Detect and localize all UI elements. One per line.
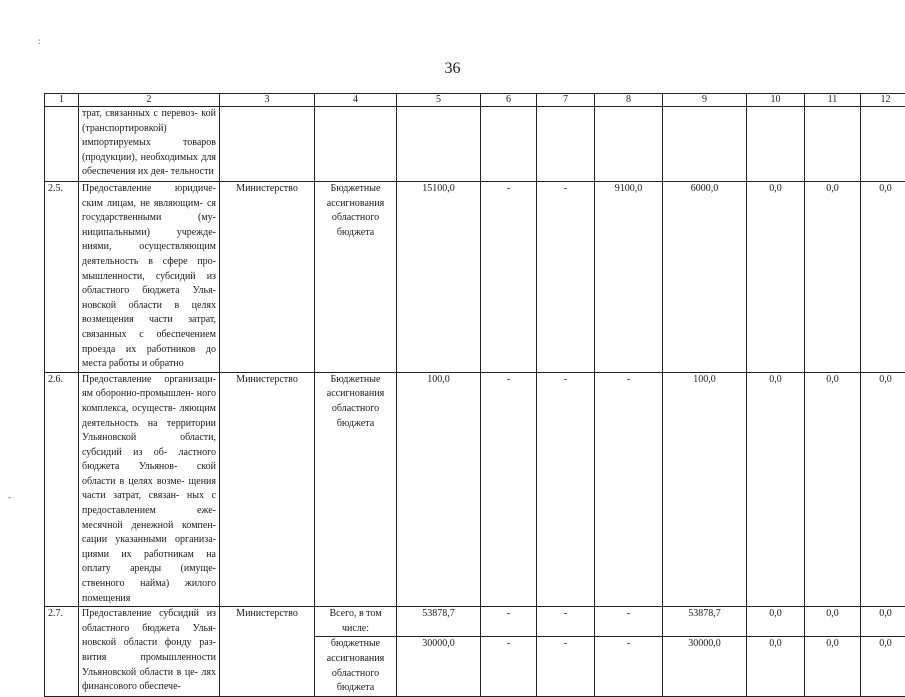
col-header: 8 bbox=[595, 94, 663, 107]
year-value: 30000,0 bbox=[663, 637, 747, 696]
col-header: 2 bbox=[79, 94, 220, 107]
col-header: 9 bbox=[663, 94, 747, 107]
year-value: 0,0 bbox=[861, 182, 905, 373]
year-value: - bbox=[537, 637, 595, 696]
year-value: 53878,7 bbox=[663, 607, 747, 637]
table-row bbox=[45, 607, 905, 637]
year-value: - bbox=[481, 372, 537, 607]
row-number: 2.7. bbox=[45, 607, 79, 697]
year-value: - bbox=[595, 607, 663, 637]
col-header: 4 bbox=[315, 94, 397, 107]
year-value: 0,0 bbox=[805, 372, 861, 607]
year-value: 0,0 bbox=[747, 607, 805, 637]
year-value: 9100,0 bbox=[595, 182, 663, 373]
measure-description: Предоставление организаци- ям оборонно-промышлен- ного комплекса, осуществ- ляющим деятельность на территории Ульяновской области, субсидий из об- ластного бюджета Ульянов- ской области в целях возме- щения части затрат, связан- ных с предоставлением еже- месячной денежной компен- сации указанными организа- циями их работникам на оплату аренды (имуще- ственного найма) жилого помещения bbox=[79, 372, 220, 607]
year-value: - bbox=[537, 182, 595, 373]
program-table bbox=[44, 93, 905, 697]
executor: Министерство bbox=[220, 372, 315, 607]
col-header: 6 bbox=[481, 94, 537, 107]
year-value: 0,0 bbox=[861, 607, 905, 637]
year-value: - bbox=[481, 637, 537, 696]
total-value: 15100,0 bbox=[397, 182, 481, 373]
scan-mark: - bbox=[8, 492, 11, 502]
table-row bbox=[45, 182, 905, 373]
year-value: - bbox=[481, 182, 537, 373]
measure-description: трат, связанных с перевоз- кой (транспортировкой) импортируемых товаров (продукции), необходимых для обеспечения их дея- тельности bbox=[79, 107, 220, 182]
year-value: 6000,0 bbox=[663, 182, 747, 373]
year-value: - bbox=[595, 637, 663, 696]
row-number: 2.5. bbox=[45, 182, 79, 373]
col-header: 7 bbox=[537, 94, 595, 107]
year-value: 0,0 bbox=[747, 182, 805, 373]
table-row bbox=[45, 107, 905, 182]
col-header: 10 bbox=[747, 94, 805, 107]
funding-source: Бюджетные ассигнования областного бюджета bbox=[315, 372, 397, 607]
year-value: 0,0 bbox=[861, 637, 905, 696]
year-value: 0,0 bbox=[805, 182, 861, 373]
total-value: 30000,0 bbox=[397, 637, 481, 696]
measure-description: Предоставление субсидий из областного бюджета Улья- новской области фонду раз- вития промышленности Ульяновской области в це- лях финансового обеспече- bbox=[79, 607, 220, 697]
column-numbers-row bbox=[45, 94, 905, 107]
executor: Министерство bbox=[220, 182, 315, 373]
col-header: 1 bbox=[45, 94, 79, 107]
funding-source-total: Всего, в том числе: bbox=[315, 607, 397, 637]
year-value: 0,0 bbox=[861, 372, 905, 607]
total-value: 100,0 bbox=[397, 372, 481, 607]
scan-mark: : bbox=[38, 36, 41, 46]
year-value: - bbox=[537, 607, 595, 637]
page-number: 36 bbox=[0, 60, 905, 78]
funding-source: Бюджетные ассигнования областного бюджета bbox=[315, 182, 397, 373]
col-header: 12 bbox=[861, 94, 905, 107]
total-value: 53878,7 bbox=[397, 607, 481, 637]
year-value: - bbox=[595, 372, 663, 607]
year-value: 0,0 bbox=[805, 607, 861, 637]
year-value: 100,0 bbox=[663, 372, 747, 607]
year-value: 0,0 bbox=[747, 637, 805, 696]
year-value: - bbox=[481, 607, 537, 637]
table-row bbox=[45, 372, 905, 607]
col-header: 11 bbox=[805, 94, 861, 107]
col-header: 3 bbox=[220, 94, 315, 107]
year-value: 0,0 bbox=[747, 372, 805, 607]
executor: Министерство bbox=[220, 607, 315, 697]
funding-source: бюджетные ассигнования областного бюджета bbox=[315, 637, 397, 696]
row-number: 2.6. bbox=[45, 372, 79, 607]
col-header: 5 bbox=[397, 94, 481, 107]
measure-description: Предоставление юридиче- ским лицам, не являющим- ся государственными (му- ниципальными) учрежде- ниями, осуществляющим деятельность в сфере про- мышленности, субсидий из областного бюджета Улья- новской области в целях возмещения части затрат, связанных с обеспечением проезда их работников до места работы и обратно bbox=[79, 182, 220, 373]
year-value: - bbox=[537, 372, 595, 607]
year-value: 0,0 bbox=[805, 637, 861, 696]
